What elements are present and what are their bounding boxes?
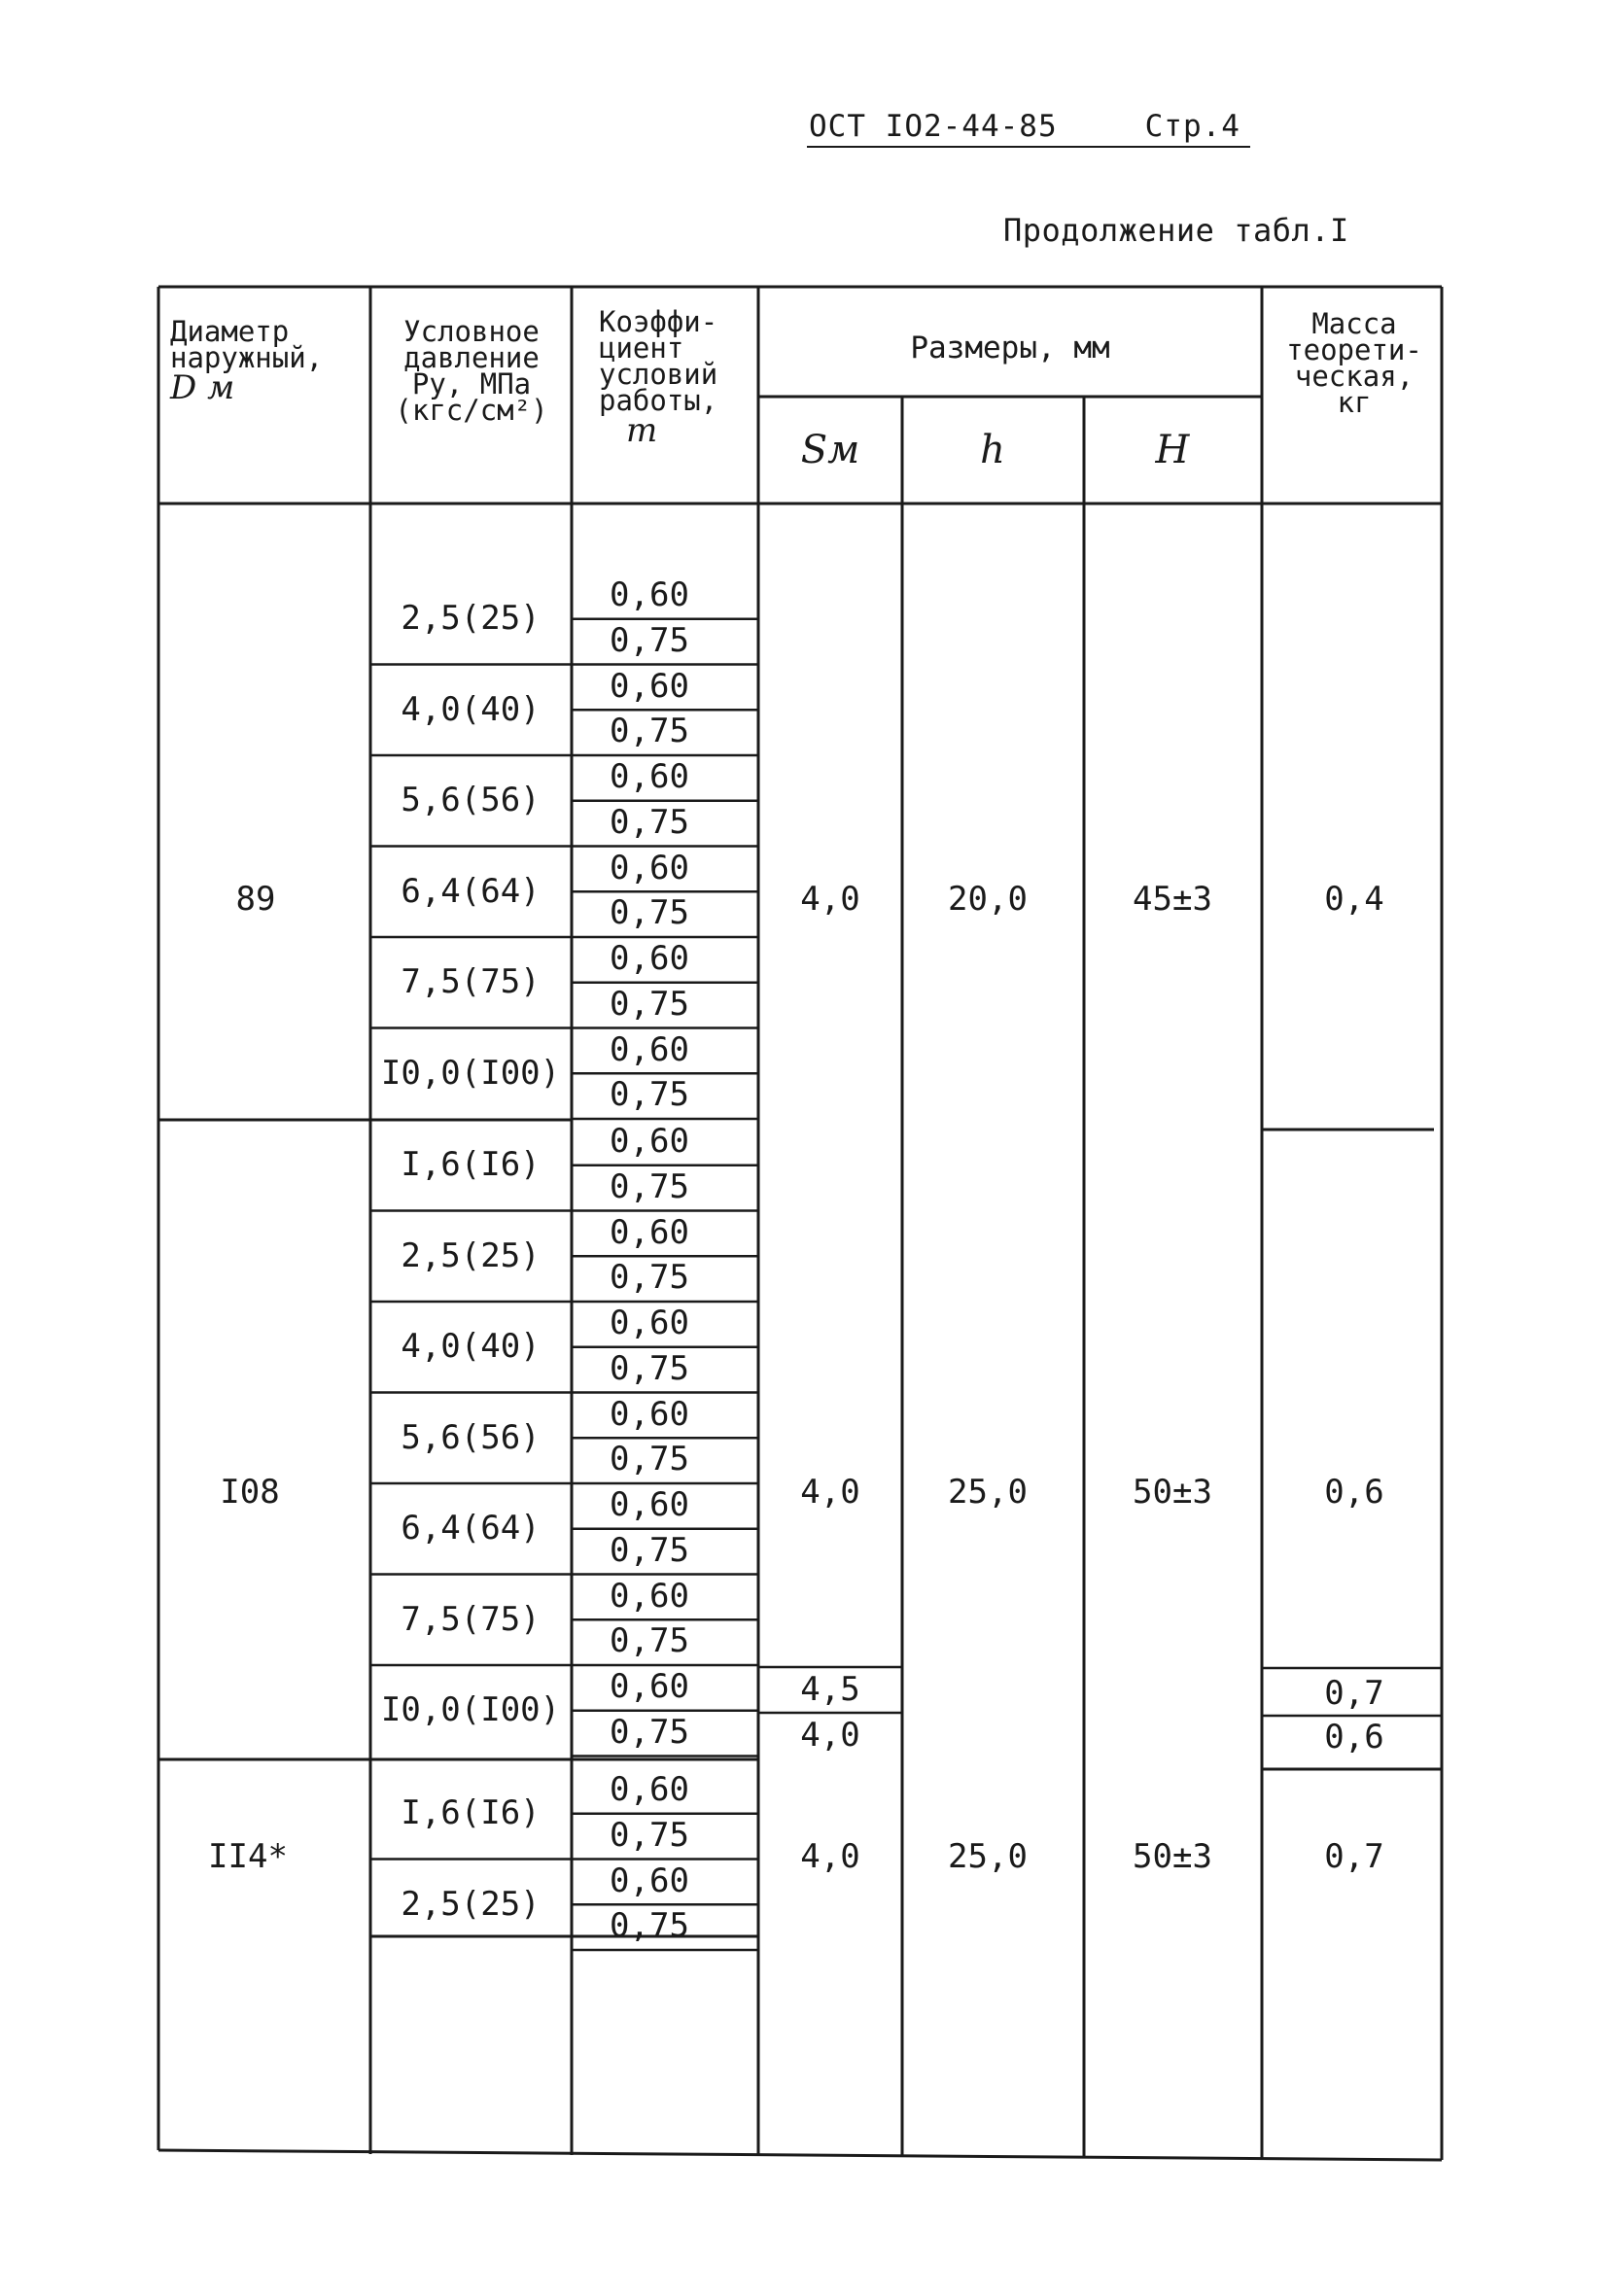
coefficient-cell: 0,75 xyxy=(610,1815,689,1855)
coefficient-cell: 0,75 xyxy=(610,1621,689,1661)
coefficient-cell: 0,60 xyxy=(610,1770,689,1809)
coefficient-cell: 0,60 xyxy=(610,1394,689,1434)
header-diameter: Диаметр наружный, D м xyxy=(170,315,324,407)
coefficient-cell: 0,75 xyxy=(610,1348,689,1388)
pressure-cell: 5,6(56) xyxy=(401,781,541,819)
coefficient-cell: 0,75 xyxy=(610,1258,689,1298)
pressure-cell: 2,5(25) xyxy=(401,1884,541,1924)
table-continuation-title: Продолжение табл.I xyxy=(1003,212,1349,249)
page-number: Стр.4 xyxy=(1144,109,1240,144)
pressure-cell: 4,0(40) xyxy=(401,1327,541,1366)
coefficient-cell: 0,60 xyxy=(610,1485,689,1524)
group-108-h: 25,0 xyxy=(948,1473,1028,1512)
group-89-s: 4,0 xyxy=(800,880,860,919)
coefficient-cell: 0,75 xyxy=(610,620,689,660)
header-h-small: h xyxy=(980,428,1005,472)
coefficient-cell: 0,75 xyxy=(610,1166,689,1206)
pressure-cell: I,6(I6) xyxy=(401,1145,541,1184)
group-89-H: 45±3 xyxy=(1133,880,1212,919)
document-code: ОСТ IO2-44-85 xyxy=(809,109,1058,144)
pressure-cell: I0,0(I00) xyxy=(380,1053,561,1093)
group-108-s-special-075: 4,0 xyxy=(800,1716,860,1755)
pressure-cell: 2,5(25) xyxy=(401,1235,541,1275)
header-pressure: Условное давление Pу, МПа (кгс/см²) xyxy=(395,315,548,427)
header-mass: Масса теорети- ческая, кг xyxy=(1286,307,1422,419)
group-114-s: 4,0 xyxy=(800,1837,860,1876)
coefficient-cell: 0,60 xyxy=(610,1304,689,1342)
coefficient-cell: 0,60 xyxy=(610,1576,689,1616)
coefficient-cell: 0,60 xyxy=(610,1029,689,1069)
coefficient-cell: 0,60 xyxy=(610,1212,689,1252)
pressure-cell: 6,4(64) xyxy=(401,871,541,911)
coefficient-cell: 0,60 xyxy=(610,939,689,978)
group-108-diameter: I08 xyxy=(220,1473,280,1512)
header-dimensions-group: Размеры, мм xyxy=(910,330,1110,365)
group-114-h: 25,0 xyxy=(948,1837,1028,1876)
group-108-H: 50±3 xyxy=(1133,1473,1212,1512)
coefficient-cell: 0,60 xyxy=(610,666,689,706)
pressure-cell: I0,0(I00) xyxy=(380,1690,561,1729)
pressure-cell: 7,5(75) xyxy=(401,1599,541,1639)
group-114-H: 50±3 xyxy=(1133,1837,1212,1876)
pressure-cell: 6,4(64) xyxy=(401,1509,541,1548)
header-s: Sм xyxy=(800,428,860,472)
coefficient-cell: 0,60 xyxy=(610,1667,689,1706)
coefficient-cell: 0,75 xyxy=(610,1906,689,1946)
header-h-large: H xyxy=(1155,428,1190,472)
group-114-diameter: II4* xyxy=(208,1837,288,1876)
coefficient-cell: 0,60 xyxy=(610,575,689,614)
pressure-cell: 4,0(40) xyxy=(401,689,541,729)
group-108-s: 4,0 xyxy=(800,1473,860,1512)
coefficient-cell: 0,75 xyxy=(610,1075,689,1115)
group-108-s-special-060: 4,5 xyxy=(800,1670,860,1709)
coefficient-cell: 0,75 xyxy=(610,984,689,1024)
coefficient-cell: 0,75 xyxy=(610,1712,689,1752)
coefficient-cell: 0,60 xyxy=(610,1122,689,1161)
pressure-cell: 5,6(56) xyxy=(401,1417,541,1457)
coefficient-cell: 0,75 xyxy=(610,712,689,751)
coefficient-cell: 0,60 xyxy=(610,1861,689,1900)
coefficient-cell: 0,75 xyxy=(610,1530,689,1570)
coefficient-cell: 0,60 xyxy=(610,757,689,796)
pressure-cell: 2,5(25) xyxy=(401,599,541,638)
coefficient-cell: 0,75 xyxy=(610,802,689,842)
coefficient-cell: 0,60 xyxy=(610,848,689,887)
group-89-h: 20,0 xyxy=(948,880,1028,919)
header-coefficient: Коэффи- циент условий работы, m xyxy=(599,305,718,450)
group-108-mass: 0,6 xyxy=(1324,1473,1384,1512)
group-89-diameter: 89 xyxy=(235,880,276,919)
group-108-mass-special-075: 0,6 xyxy=(1324,1718,1384,1757)
coefficient-cell: 0,75 xyxy=(610,1440,689,1479)
coefficient-cell: 0,75 xyxy=(610,893,689,933)
group-89-mass: 0,4 xyxy=(1324,880,1384,919)
group-114-mass: 0,7 xyxy=(1324,1837,1384,1876)
pressure-cell: 7,5(75) xyxy=(401,962,541,1001)
pressure-cell: I,6(I6) xyxy=(401,1793,541,1832)
group-108-mass-special-060: 0,7 xyxy=(1324,1674,1384,1713)
